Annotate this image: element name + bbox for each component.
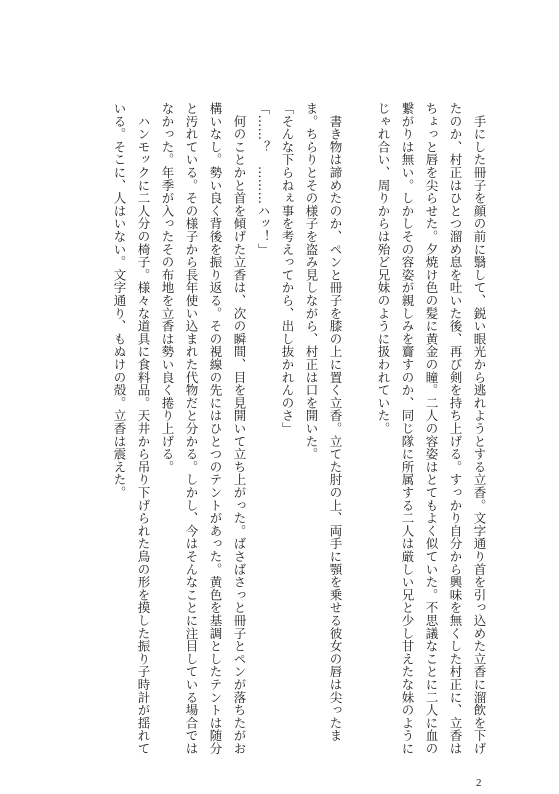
paragraph: 手にした冊子を顔の前に翳して、鋭い眼光から逃れようとする立香。文字通り首を引っ込めた立香に溜飲を下げたのか、村正はひとつ溜め息を吐いた後、再び剣を持ち上げる。すっかり自分から興味を無くした村正に、立香はちょっと唇を尖らせた。夕焼け色の髪に黄金の瞳。二人の容姿はとてもよく似ていた。不思議なことに二人に血の繋がりは無い。しかしその容姿が親しみを齎すのか、同じ隊に所属する二人は厳しい兄と少し甘えたな妹のようにじゃれ合い、周りからは殆ど兄妹のように扱われていた。 <box>376 102 487 755</box>
body-text <box>107 102 491 762</box>
paragraph: 何のことかと首を傾げた立香は、次の瞬間、目を見開いて立ち上がった。ばさばさっと冊子とペンが落ちたがお構いなし。勢い良く背後を振り返る。その視線の先にはひとつのテントがあった。黄色を基調としたテントは随分と汚れている。その様子から長年使い込まれた代物だと分かる。しかし、今はそんなことに注目している場合ではなかった。年季が入ったその布地を立香は勢い良く捲り上げる。 <box>160 102 247 755</box>
dialogue-line: 「そんな下らねぇ事を考えってから、出し抜かれんのさ」 <box>280 102 295 435</box>
blank-line <box>347 102 371 762</box>
dialogue-line: 「……？ ………ハッ！」 <box>256 102 271 256</box>
paragraph: ハンモックに二人分の椅子。様々な道具に食料品。天井から吊り下げられた鳥の形を摸した振り子時計が揺れている。そこに、人はいない。文字通り、もぬけの殻。立香は震えた。 <box>112 102 151 755</box>
paragraph: 書き物は諦めたのか、ペンと冊子を膝の上に置く立香。立てた肘の上、両手に顎を乗せる彼女の唇は尖ったまま。ちらりとその様子を盗み見しながら、村正は口を開いた。 <box>304 102 343 742</box>
page-number: 2 <box>476 777 482 789</box>
